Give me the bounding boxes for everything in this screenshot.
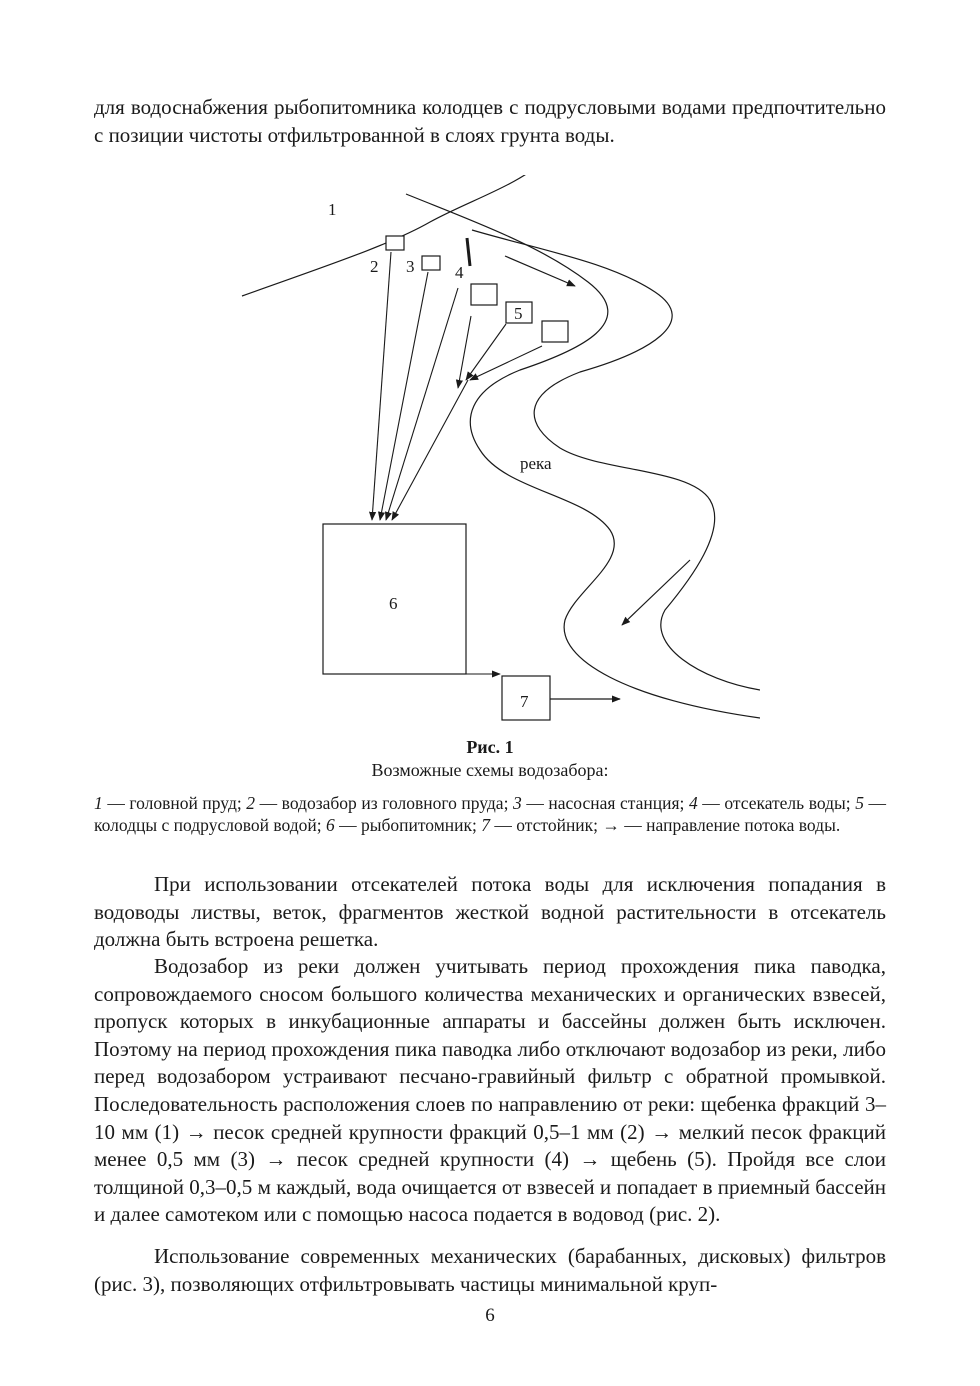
label-river: река xyxy=(520,454,552,473)
flow-line-well-3 xyxy=(470,346,542,380)
body-paragraph-1: При использовании отсекателей потока воды для исключения попадания в водоводы листвы, веток, фрагментов жесткой водной растительности в отсекатель должна быть встроена решетка. xyxy=(94,872,886,952)
legend-text-1: — головной пруд; xyxy=(107,793,247,813)
well-box-1 xyxy=(471,284,497,305)
intro-paragraph: для водоснабжения рыбопитомника колодцев с подрусловыми водами предпочтительно с позиции чистоты отфильтрованной в слоях грунта воды. xyxy=(94,95,886,147)
legend-num-7: 7 xyxy=(481,815,491,835)
page-number: 6 xyxy=(485,1305,495,1326)
label-3: 3 xyxy=(406,257,415,276)
pond-intake-box xyxy=(386,236,404,250)
figure-caption-title: Рис. 1 xyxy=(466,737,514,757)
legend-text-3: — насосная станция; xyxy=(526,793,689,813)
label-4: 4 xyxy=(455,263,464,282)
legend-text-4: — отсекатель воды; xyxy=(702,793,856,813)
legend-num-2: 2 xyxy=(246,793,256,813)
well-box-3 xyxy=(542,321,568,342)
label-1: 1 xyxy=(328,200,337,219)
legend-text-6: — рыбопитомник; xyxy=(339,815,482,835)
flow-line-well-1 xyxy=(458,316,471,388)
legend-num-6: 6 xyxy=(325,815,335,835)
legend-num-5: 5 xyxy=(855,793,864,813)
label-6: 6 xyxy=(389,594,398,613)
river-right-bank xyxy=(472,230,760,690)
legend-arrow-text: → — направление потока воды. xyxy=(602,815,841,835)
water-cutoff-mark xyxy=(467,238,470,266)
body-paragraph-2: Водозабор из реки должен учитывать период прохождения пика паводка, сопровождаемого сносом большого количества механических и органических взвесей, пропуск которых в инкубационные аппараты и бассейны должен быть исключен. Поэтому на период прохождения пика паводка либо отключают водозабор из реки, либо перед водозабором устраивают песчано-гравийный фильтр с обратной промывкой. Последовательность расположения слоев по направлению от реки: щебенка фракций 3–10 мм (1) → песок средней крупности фракций 0,5–1 мм (2) → мелкий песок фракций менее 0,5 мм (3) → песок средней крупности (4) → щебень (5). Пройдя все слои толщиной 0,3–0,5 м каждый, вода очищается от взвесей и попадает в приемный бассейн и далее самотеком или с помощью насоса подается в водовод (рис. 2). xyxy=(94,954,886,1227)
figure-legend xyxy=(94,792,886,836)
figure-caption-subtitle: Возможные схемы водозабора: xyxy=(371,760,609,780)
legend-text-5: — колодцы с подрусловой водой; xyxy=(94,793,886,835)
river-flow-arrow-upper xyxy=(505,256,575,286)
label-5: 5 xyxy=(514,304,523,323)
legend-text-7: — отстойник; xyxy=(494,815,603,835)
legend-num-3: 3 xyxy=(513,793,522,813)
pump-station-box xyxy=(422,256,440,270)
legend-text-2: — водозабор из головного пруда; xyxy=(259,793,514,813)
water-intake-diagram xyxy=(230,175,760,735)
legend-num-4: 4 xyxy=(688,793,698,813)
label-7: 7 xyxy=(520,692,529,711)
label-2: 2 xyxy=(370,257,379,276)
diagram-svg xyxy=(230,175,760,735)
river-flow-arrow-lower xyxy=(622,560,690,625)
legend-num-1: 1 xyxy=(94,793,103,813)
flow-line-cutoff-4 xyxy=(386,288,458,520)
flow-line-well-2 xyxy=(466,324,506,380)
body-paragraph-3: Использование современных механических (барабанных, дисковых) фильтров (рис. 3), позволяющих отфильтровывать частицы минимальной круп- xyxy=(94,1244,886,1296)
